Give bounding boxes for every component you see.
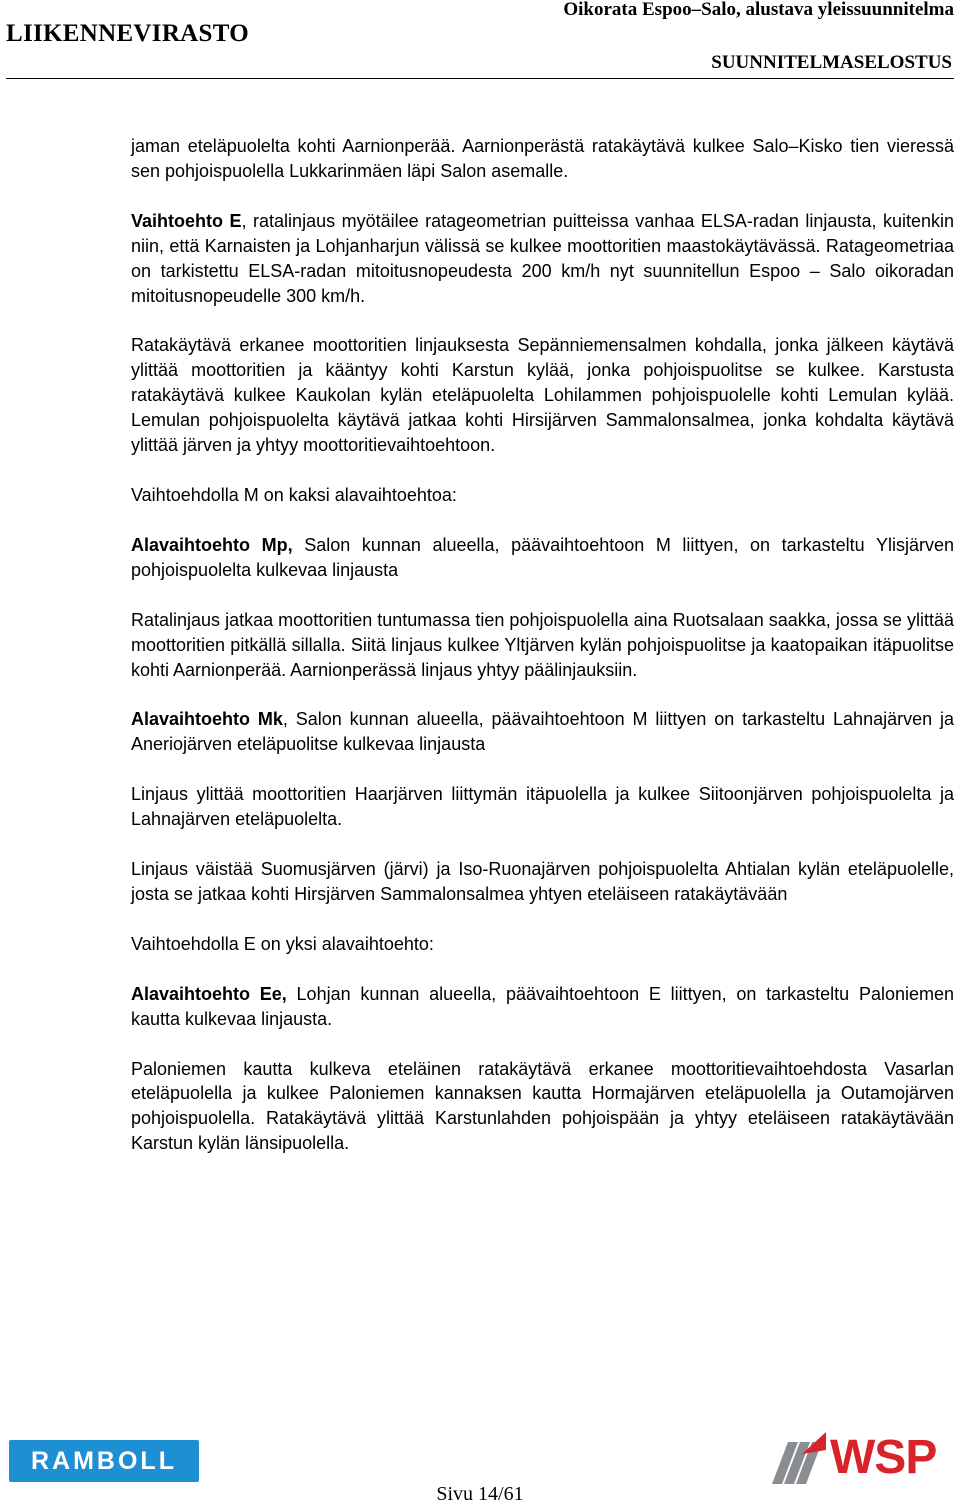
paragraph [131,707,954,757]
header-document-type: SUUNNITELMASELOSTUS [711,52,952,73]
document-body [131,134,954,1181]
option-label: Vaihtoehto E [131,210,242,231]
paragraph: Paloniemen kautta kulkeva eteläinen ratakäytävä erkanee moottoritievaihtoehdosta Vasarlan eteläpuolella ja kulkee Paloniemen kannaksen kautta Hormajärven eteläpuolella ja Outamojärven pohjoispuolella. Ratakäytävä ylittää Karstunlahden pohjoispään ja yhtyy eteläiseen ratakäytävään Karstun kylän länsipuolella. [131,1058,954,1154]
paragraph-text: Salon kunnan alueella, päävaihtoehtoon M liittyen, on tarkasteltu Ylisjärven pohjoispuolelta kulkevaa linjausta [131,534,954,580]
paragraph [131,533,954,583]
paragraph: Linjaus väistää Suomusjärven (järvi) ja Iso-Ruonajärven pohjoispuolelta Ahtialan kylän eteläpuolelle, josta se jatkaa kohti Hirsjärven Sammalonsalmea yhtyen eteläiseen ratakäytävään [131,859,954,904]
header-organization: LIIKENNEVIRASTO [6,20,250,47]
header-divider [6,78,954,79]
wsp-emblem-icon [768,1428,828,1488]
paragraph-text: Lohjan kunnan alueella, päävaihtoehtoon E liittyen, on tarkasteltu Paloniemen kautta kulkevaa linjausta. [131,983,955,1029]
paragraph: Vaihtoehdolla E on yksi alavaihtoehto: [131,933,434,954]
ramboll-logo-text: RAMBOLL [31,1447,177,1475]
paragraph [131,209,954,309]
paragraph: jaman eteläpuolelta kohti Aarnionperää. Aarnionperästä ratakäytävä kulkee Salo–Kisko tien vieressä sen pohjoispuolella Lukkarinmäen läpi Salon asemalle. [131,136,954,181]
paragraph: Vaihtoehdolla M on kaksi alavaihtoehtoa: [131,484,457,505]
option-label: Alavaihtoehto Mk [131,709,283,730]
paragraph-text: , ratalinjaus myötäilee ratageometrian puitteissa vanhaa ELSA-radan linjausta, kuitenkin niin, että Karnaisten ja Lohjanharjun välissä se kulkee moottoritien maastokäytävässä. Ratageometriaa on tarkistettu ELSA-radan mitoitusnopeudesta 200 km/h nyt suunnitellun Espoo – Salo oikoradan mitoitusnopeudelle 300 km/h. [131,210,955,306]
paragraph: Ratalinjaus jatkaa moottoritien tuntumassa tien pohjoispuolella aina Ruotsalaan saakka, jossa se ylittää moottoritien pitkällä sillalla. Siitä linjaus kulkee Yltjärven kylän pohjoispuolitse ja kaatopaikan itäpuolitse kohti Aarnionperää. Aarnionperässä linjaus yhtyy päälinjauksiin. [131,609,954,680]
wsp-logo-text: WSP [830,1431,937,1484]
option-label: Alavaihtoehto Ee, [131,983,287,1004]
page-number: Sivu 14/61 [436,1483,524,1505]
header-project-title: Oikorata Espoo–Salo, alustava yleissuunnitelma [563,0,954,20]
paragraph: Linjaus ylittää moottoritien Haarjärven liittymän itäpuolella ja kulkee Siitoonjärven pohjoispuolelta ja Lahnajärven eteläpuolelta. [131,784,954,830]
wsp-logo [768,1428,954,1490]
option-label: Alavaihtoehto Mp, [131,534,293,555]
paragraph [131,982,954,1032]
ramboll-logo [9,1440,199,1482]
paragraph-text: , Salon kunnan alueella, päävaihtoehtoon M liittyen on tarkasteltu Lahnajärven ja Aneriojärven eteläpuolitse kulkevaa linjausta [131,709,954,755]
paragraph: Ratakäytävä erkanee moottoritien linjauksesta Sepänniemensalmen kohdalla, jonka jälkeen käytävä ylittää moottoritien ja kääntyy kohti Karstun kylää, jonka pohjoispuolitse se kulkee. Karstusta ratakäytävä kulkee Kaukolan kylän eteläpuolelta Lohilammen pohjoispuolelle kohti Lemulan kylää. Lemulan pohjoispuolelta käytävä jatkaa kohti Hirsijärven Sammalonsalmea, jonka kohdalta käytävä ylittää järven ja yhtyy moottoritievaihtoehtoon. [131,335,954,456]
